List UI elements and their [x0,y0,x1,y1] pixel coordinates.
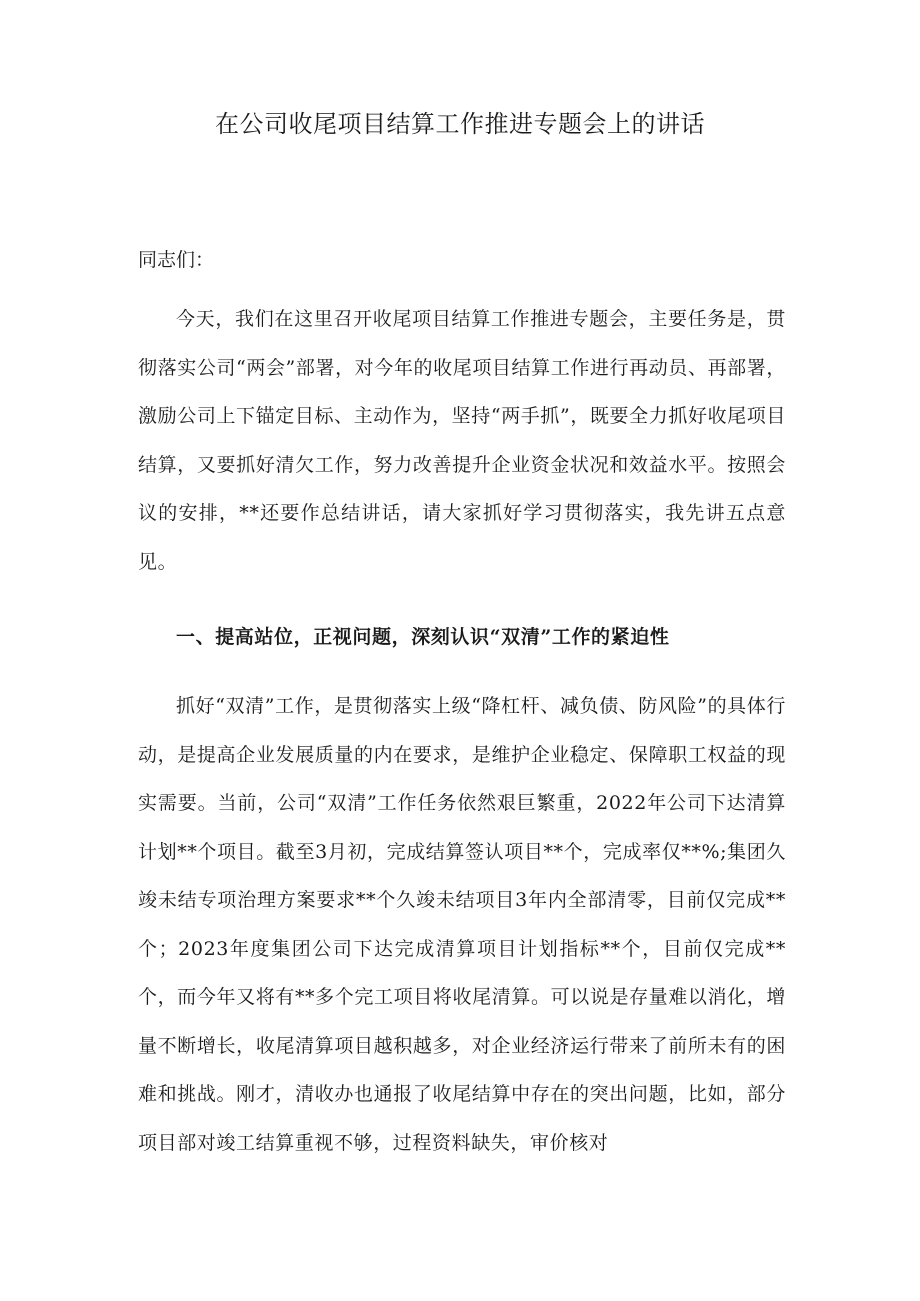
section-heading-1: 一、提高站位，正视问题，深刻认识“双清”工作的紧迫性 [176,626,670,648]
document-title: 在公司收尾项目结算工作推进专题会上的讲话 [215,110,705,138]
paragraph-intro: 今天，我们在这里召开收尾项目结算工作推进专题会，主要任务是，贯彻落实公司“两会”部署，对今年的收尾项目结算工作进行再动员、再部署，激励公司上下锚定目标、主动作为，坚持“两手抓”，既要全力抓好收尾项目结算，又要抓好清欠工作，努力改善提升企业资金状况和效益水平。按照会议的安排，**还要作总结讲话，请大家抓好学习贯彻落实，我先讲五点意见。 [138,308,786,573]
salutation: 同志们： [138,249,215,271]
paragraph-section-1: 抓好“双清”工作，是贯彻落实上级“降杠杆、减负债、防风险”的具体行动，是提高企业发展质量的内在要求，是维护企业稳定、保障职工权益的现实需要。当前，公司“双清”工作任务依然艰巨繁重，2022年公司下达清算计划**个项目。截至3月初，完成结算签认项目**个，完成率仅**%;集团久竣未结专项治理方案要求**个久竣未结项目3年内全部清零，目前仅完成**个；2023年度集团公司下达完成清算项目计划指标**个，目前仅完成**个，而今年又将有**多个完工项目将收尾清算。可以说是存量难以消化，增量不断增长，收尾清算项目越积越多，对企业经济运行带来了前所未有的困难和挑战。刚才，清收办也通报了收尾结算中存在的突出问题，比如，部分项目部对竣工结算重视不够，过程资料缺失，审价核对 [138,695,786,1154]
